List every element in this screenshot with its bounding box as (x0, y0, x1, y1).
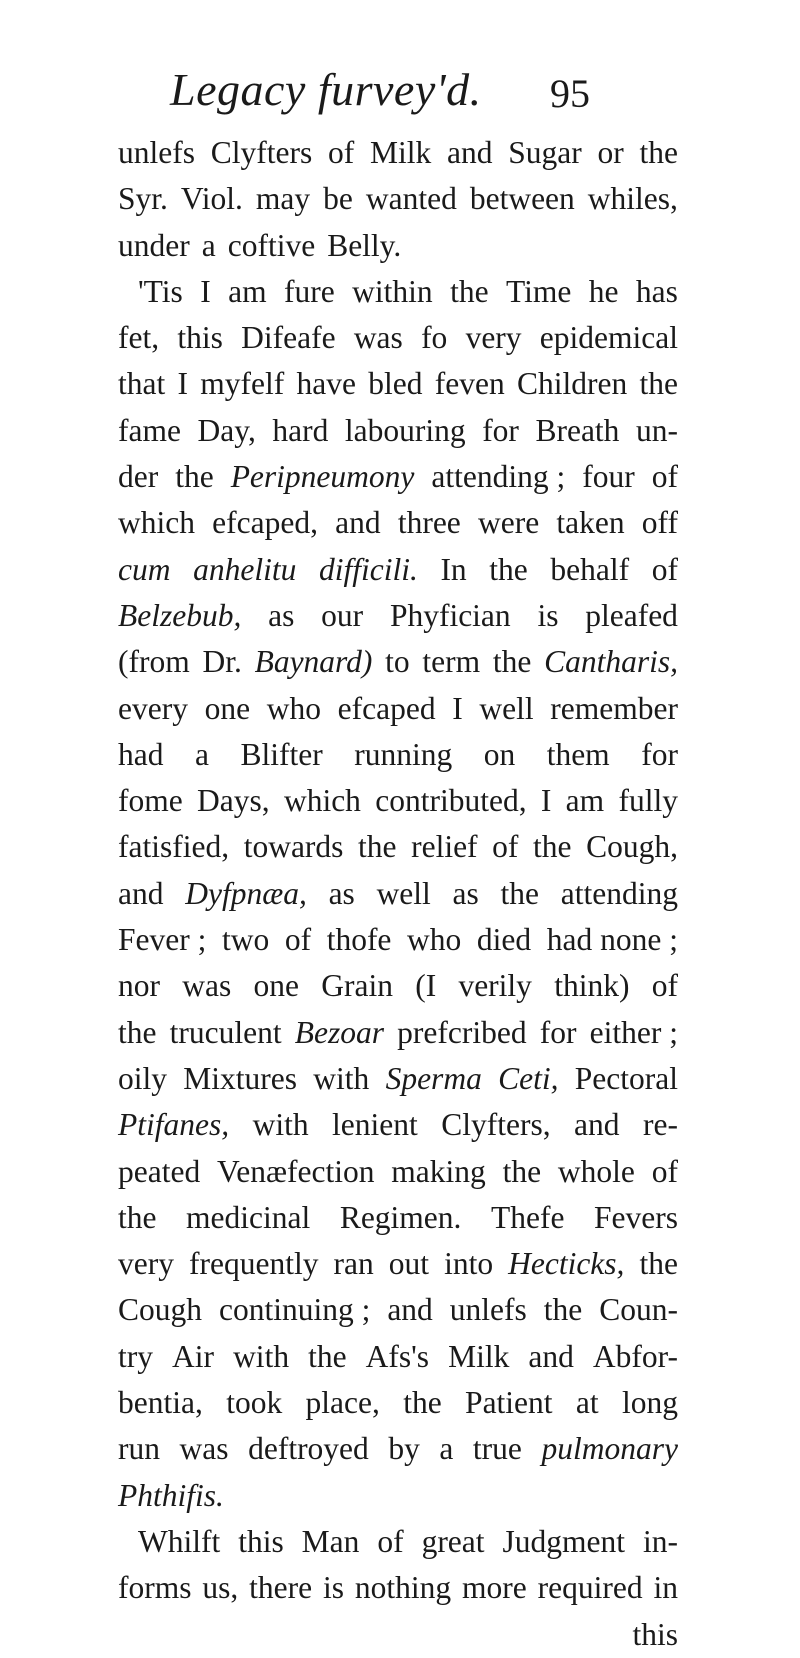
word: Viol. (180, 181, 243, 217)
word: the (532, 829, 572, 865)
word: as (268, 597, 295, 633)
word: the (118, 1199, 157, 1235)
word: may (255, 181, 311, 217)
text-line (118, 361, 678, 407)
word: Air (172, 1338, 215, 1374)
word: for (539, 1014, 577, 1050)
word: whiles, (587, 181, 678, 217)
word: Mixtures (183, 1060, 298, 1096)
text-line (118, 408, 678, 454)
word: fatisfied, (118, 829, 230, 865)
text-line (118, 732, 678, 778)
word: Days, (197, 783, 270, 819)
word: contributed, (375, 783, 527, 819)
word: Cantharis, (544, 644, 678, 680)
word: Cough, (586, 829, 678, 865)
text-line (118, 593, 678, 639)
word: medicinal (186, 1199, 311, 1235)
word: had (118, 736, 164, 772)
word: in (653, 1570, 678, 1606)
word: as (328, 875, 355, 911)
word: Hecticks, (508, 1246, 625, 1282)
text-line (118, 639, 678, 685)
body-text (118, 130, 678, 1658)
word: attending (560, 875, 678, 911)
word: verily (458, 968, 532, 1004)
word: was (179, 1431, 229, 1467)
text-line (118, 824, 678, 870)
word: Patient (465, 1385, 553, 1421)
word: der (118, 459, 159, 495)
word: Cough (118, 1292, 203, 1328)
word: the (118, 1014, 157, 1050)
word: Milk (448, 1338, 510, 1374)
word: either ; (589, 1014, 678, 1050)
text-line (118, 1519, 678, 1565)
word: one (253, 968, 299, 1004)
word: that (118, 366, 166, 402)
word: of (651, 551, 678, 587)
word: towards (243, 829, 344, 865)
word: feven (434, 366, 505, 402)
word: were (477, 505, 540, 541)
word: or (597, 135, 624, 170)
word: remember (550, 690, 678, 726)
word: fure (284, 273, 335, 309)
word: hard (272, 412, 329, 448)
word: (I (415, 968, 437, 1004)
word: un- (635, 412, 678, 448)
word: making (391, 1153, 486, 1189)
word: a (439, 1431, 454, 1467)
word: of (651, 968, 678, 1004)
word: long (621, 1385, 678, 1421)
word: continuing ; (218, 1292, 371, 1328)
text-line (118, 547, 678, 593)
word: Fevers (594, 1199, 678, 1235)
word: within (352, 273, 433, 309)
word: Man (301, 1523, 360, 1559)
word: forms (118, 1570, 192, 1606)
word: Day, (197, 412, 256, 448)
word: taken (556, 505, 625, 541)
word: think) (554, 968, 630, 1004)
word: he (588, 273, 619, 309)
word: the (543, 1292, 583, 1328)
word: place, (305, 1385, 380, 1421)
word: for (482, 412, 519, 448)
word: very (465, 320, 522, 356)
word: there (249, 1570, 313, 1606)
word: and (387, 1292, 433, 1328)
word: the (502, 1153, 542, 1189)
word: Grain (321, 968, 393, 1004)
word: of (284, 922, 312, 958)
word: Clyfters, (441, 1107, 551, 1143)
word: I (177, 366, 189, 402)
text-line (118, 871, 678, 917)
text-line (118, 963, 678, 1009)
text-line (118, 500, 678, 546)
text-line (118, 1102, 678, 1148)
word: Regimen. (339, 1199, 462, 1235)
word: a (194, 736, 209, 772)
word: efcaped, (212, 505, 318, 541)
word: has (635, 273, 678, 309)
word: this (177, 320, 223, 356)
word: nor (118, 968, 160, 1004)
word: Sugar (508, 135, 582, 170)
word: for (641, 736, 678, 772)
word: bentia, (118, 1385, 203, 1421)
text-line (118, 1334, 678, 1380)
word: Milk (369, 135, 432, 170)
word: Belly. (327, 227, 402, 263)
word: the (639, 1246, 678, 1282)
word: labouring (344, 412, 466, 448)
word: very (118, 1246, 174, 1282)
word: (from (118, 644, 190, 680)
word: who (407, 922, 462, 958)
word: lenient (332, 1107, 418, 1143)
word: the (450, 273, 489, 309)
word: with (233, 1338, 290, 1374)
word: had none ; (546, 922, 678, 958)
text-line (118, 223, 678, 269)
text-line (118, 1380, 678, 1426)
word: the (639, 366, 678, 402)
word: two (221, 922, 270, 958)
word: with (313, 1060, 370, 1096)
word: of (651, 459, 678, 495)
word: Syr. (118, 181, 168, 217)
word: am (228, 273, 267, 309)
word: Afs's (365, 1338, 430, 1374)
word: great (421, 1523, 485, 1559)
word: Peripneumony (230, 459, 415, 495)
word: Abfor- (592, 1338, 678, 1374)
word: is (537, 597, 559, 633)
word: and (335, 505, 381, 541)
word: us, (202, 1570, 239, 1606)
text-line (118, 1565, 678, 1611)
word: Judgment (502, 1523, 625, 1559)
word: epidemical (539, 320, 678, 356)
text-line (118, 315, 678, 361)
word: oily (118, 1060, 168, 1096)
word: was (182, 968, 232, 1004)
word: one (204, 690, 251, 726)
text-line (118, 1473, 678, 1519)
word: on (483, 736, 516, 772)
word: unlefs (118, 135, 195, 170)
word: a (201, 227, 216, 263)
word: have (296, 366, 356, 402)
word: pleafed (585, 597, 678, 633)
text-line (118, 176, 678, 222)
word: difficili. (318, 551, 418, 587)
word: and (446, 135, 493, 170)
word: well (376, 875, 431, 911)
word: anhelitu (193, 551, 297, 587)
word: which (118, 505, 195, 541)
word: of (651, 1153, 678, 1189)
word: Clyfters (210, 135, 313, 170)
word: efcaped (337, 690, 436, 726)
word: cum (118, 551, 171, 587)
word: of (377, 1523, 404, 1559)
page-header (0, 62, 800, 122)
word: fully (618, 783, 678, 819)
word: with (252, 1107, 309, 1143)
word: run (118, 1431, 160, 1467)
word: true (472, 1431, 522, 1467)
word: into (444, 1246, 494, 1282)
word: died (476, 922, 532, 958)
word: am (565, 783, 605, 819)
text-line (118, 1287, 678, 1333)
word: which (283, 783, 361, 819)
word: unlefs (449, 1292, 527, 1328)
word: this (238, 1523, 284, 1559)
word: relief (411, 829, 478, 865)
word: Baynard) (254, 644, 373, 680)
word: in- (642, 1523, 678, 1559)
word: our (321, 597, 364, 633)
text-line (118, 1241, 678, 1287)
word: try (118, 1338, 153, 1374)
word: 'Tis (138, 273, 183, 309)
word: is (322, 1570, 344, 1606)
word: of (492, 829, 519, 865)
text-line (118, 130, 678, 176)
word: thofe (326, 922, 392, 958)
word: the (403, 1385, 442, 1421)
word: every (118, 690, 188, 726)
word: Difeafe (241, 320, 336, 356)
word: Dr. (202, 644, 242, 680)
word: peated (118, 1153, 201, 1189)
text-line (118, 778, 678, 824)
word: them (546, 736, 610, 772)
text-line (118, 686, 678, 732)
word: deftroyed (248, 1431, 369, 1467)
word: myfelf (200, 366, 285, 402)
word: the (639, 135, 678, 170)
word: Sperma (385, 1060, 482, 1096)
word: behalf (550, 551, 630, 587)
word: running (354, 736, 453, 772)
word: under (118, 227, 190, 263)
word: three (397, 505, 461, 541)
word: Phyfician (389, 597, 511, 633)
word: fame (118, 412, 181, 448)
text-line (118, 1195, 678, 1241)
word: Ptifanes, (118, 1107, 230, 1143)
word: who (266, 690, 321, 726)
word: attending ; (431, 459, 566, 495)
word: be (323, 181, 353, 217)
word: Pectoral (574, 1060, 678, 1096)
word: off (641, 505, 678, 541)
running-title: Legacy furvey'd. (170, 64, 482, 115)
word: between (469, 181, 575, 217)
word: Ceti, (498, 1060, 559, 1096)
word: the (175, 459, 214, 495)
word: fome (118, 783, 183, 819)
word: In (440, 551, 467, 587)
word: by (388, 1431, 420, 1467)
word: fet, (118, 320, 160, 356)
word: the (308, 1338, 347, 1374)
word: and (574, 1107, 620, 1143)
page-number: 95 (550, 71, 590, 116)
word: well (479, 690, 534, 726)
word: whole (557, 1153, 635, 1189)
word: the (500, 875, 539, 911)
text-line (118, 1010, 678, 1056)
word: prefcribed (397, 1014, 527, 1050)
word: of (327, 135, 355, 170)
word: Whilft (138, 1523, 221, 1559)
word: wanted (365, 181, 457, 217)
catchword-line (118, 1612, 678, 1658)
word: Dyfpnæa, (185, 875, 307, 911)
word: Time (505, 273, 572, 309)
text-line (118, 454, 678, 500)
word: and (528, 1338, 574, 1374)
word: Belzebub, (118, 597, 242, 633)
word: Fever ; (118, 922, 207, 958)
word: Bezoar (294, 1014, 385, 1050)
word: ran (333, 1246, 374, 1282)
word: was (353, 320, 403, 356)
text-line (118, 917, 678, 963)
word: Breath (535, 412, 620, 448)
word: re- (642, 1107, 678, 1143)
word: took (226, 1385, 283, 1421)
word: nothing (354, 1570, 452, 1606)
word: I (200, 273, 211, 309)
text-line (118, 269, 678, 315)
word: required (537, 1570, 643, 1606)
word: four (582, 459, 635, 495)
word: and (118, 875, 164, 911)
text-line (118, 1149, 678, 1195)
word: Phthifis. (118, 1477, 224, 1513)
catchword: this (632, 1616, 678, 1652)
word: at (575, 1385, 599, 1421)
word: term (422, 644, 481, 680)
word: the (492, 644, 532, 680)
text-line (118, 1056, 678, 1102)
word: truculent (169, 1014, 282, 1050)
word: pulmonary (541, 1431, 678, 1467)
word: I (540, 783, 552, 819)
word: coftive (227, 227, 316, 263)
word: Blifter (240, 736, 323, 772)
text-line (118, 1426, 678, 1472)
word: Children (516, 366, 628, 402)
word: Thefe (490, 1199, 565, 1235)
word: the (489, 551, 528, 587)
word: bled (368, 366, 423, 402)
word: fo (421, 320, 448, 356)
word: more (462, 1570, 527, 1606)
word: as (452, 875, 479, 911)
word: to (385, 644, 410, 680)
word: I (452, 690, 463, 726)
word: Coun- (599, 1292, 678, 1328)
word: out (388, 1246, 430, 1282)
word: Venæfection (217, 1153, 375, 1189)
word: frequently (189, 1246, 319, 1282)
word: the (358, 829, 397, 865)
